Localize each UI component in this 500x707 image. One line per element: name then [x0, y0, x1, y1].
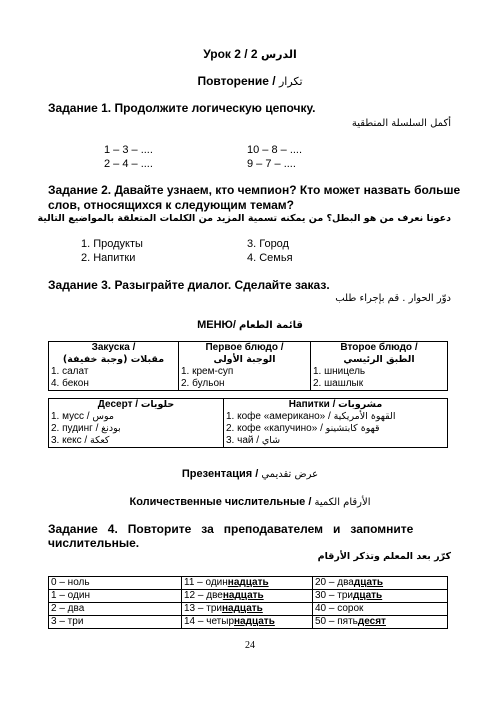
number-cell: 14 – четырнадцать	[182, 616, 313, 629]
presentation-title-ar: عرض تقديمي	[261, 469, 319, 480]
task1-heading: Задание 1. Продолжите логическую цепочку.	[48, 101, 316, 115]
menu-item: 1. кофе «американо» /	[226, 411, 331, 422]
menu-item: 2. кофе «капучино» /	[226, 423, 323, 434]
task3-arabic: دوّر الحوار . قم بإجراء طلب	[335, 293, 451, 304]
table-row	[49, 590, 448, 603]
task2-topic: 1. Продукты	[81, 238, 143, 250]
lesson-title-ru: Урок 2 / 2	[203, 47, 258, 61]
task2-topic: 3. Город	[247, 238, 289, 250]
task1-item: 2 – 4 – ....	[104, 158, 153, 170]
menu-category-drinks	[224, 399, 448, 448]
menu-item-ar: موس	[92, 411, 114, 422]
number-cell: 3 – три	[49, 616, 182, 629]
section-title	[0, 74, 500, 88]
category-title-ar: الطبق الرئيسي	[343, 354, 415, 365]
menu-item: 1. крем-суп	[181, 366, 234, 377]
menu-table-bottom	[48, 398, 448, 448]
lesson-title	[0, 47, 500, 61]
presentation-title	[0, 468, 500, 480]
menu-title-ar: قائمة الطعام	[238, 320, 303, 331]
task1-item: 1 – 3 – ....	[104, 144, 153, 156]
menu-item: 1. салат	[51, 366, 89, 377]
task2-heading-line1: Задание 2. Давайте узнаем, кто чемпион? Кто может назвать больше	[48, 183, 461, 197]
page-number: 24	[245, 640, 255, 651]
number-cell: 50 – пятьдесят	[313, 616, 448, 629]
number-cell: 12 – двенадцать	[182, 590, 313, 603]
menu-item: 3. чай /	[226, 435, 260, 446]
category-title: Десерт /	[97, 399, 139, 410]
task2-arabic: دعونا نعرف من هو البطل؟ من يمكنه تسمية المزيد من الكلمات المتعلقة بالمواضيع التالية	[37, 213, 451, 224]
menu-title-ru: МЕНЮ/	[197, 319, 236, 331]
task1-arabic: أكمل السلسلة المنطقية	[351, 118, 451, 129]
menu-category-first-course	[179, 342, 311, 391]
menu-item: 4. бекон	[51, 378, 89, 389]
menu-item-ar: شاي	[261, 435, 281, 446]
menu-item: 2. бульон	[181, 378, 225, 389]
number-cell: 40 – сорок	[313, 603, 448, 616]
menu-table	[48, 341, 448, 391]
number-cell: 0 – ноль	[49, 577, 182, 590]
number-cell: 13 – тринадцать	[182, 603, 313, 616]
category-title: Напитки /	[288, 399, 336, 410]
menu-item-ar: قهوة كابتشينو	[325, 423, 380, 434]
table-row	[49, 577, 448, 590]
number-cell: 11 – одиннадцать	[182, 577, 313, 590]
menu-category-main-course	[311, 342, 448, 391]
number-cell: 30 – тридцать	[313, 590, 448, 603]
category-title-ar: حلويات	[140, 399, 175, 410]
task2-topic: 2. Напитки	[81, 252, 136, 264]
numerals-title-ar: الأرقام الكمية	[314, 497, 371, 508]
numerals-title	[0, 496, 500, 508]
lesson-title-ar: الدرس	[260, 48, 297, 61]
menu-category-appetizer	[49, 342, 179, 391]
category-title-ar: مقبلات (وجبة خفيفة)	[62, 354, 165, 365]
menu-item-ar: القهوة الأمريكية	[333, 411, 396, 422]
section-title-ar: تكرار	[278, 75, 303, 88]
category-title-ar: الوجبة الأولى	[213, 354, 276, 365]
number-cell: 2 – два	[49, 603, 182, 616]
category-title: Первое блюдо /	[205, 342, 284, 353]
category-title: Закуска /	[91, 342, 136, 353]
menu-item: 2. шашлык	[313, 378, 364, 389]
menu-item-ar: كعكة	[90, 435, 110, 446]
menu-item: 1. мусс /	[51, 411, 90, 422]
numbers-table	[48, 576, 448, 629]
task4-arabic: كرّر بعد المعلم وتذكر الأرقام	[317, 551, 451, 562]
task3-heading: Задание 3. Разыграйте диалог. Сделайте заказ.	[48, 278, 330, 292]
task1-item: 10 – 8 – ....	[247, 144, 303, 156]
table-row	[49, 603, 448, 616]
task2-heading-line2: слов, относящихся к следующим темам?	[48, 198, 294, 212]
menu-item-ar: بودنغ	[101, 423, 121, 434]
presentation-title-ru: Презентация /	[181, 468, 259, 480]
table-row	[49, 616, 448, 629]
numerals-title-ru: Количественные числительные /	[129, 496, 312, 508]
task4-heading-line1: Задание 4. Повторите за преподавателем и запомните	[48, 522, 414, 536]
number-cell: 20 – двадцать	[313, 577, 448, 590]
task1-item: 9 – 7 – ....	[247, 158, 296, 170]
menu-item: 3. кекс /	[51, 435, 88, 446]
category-title: Второе блюдо /	[340, 342, 418, 353]
task4-heading-line2: числительные.	[48, 536, 140, 550]
menu-item: 1. шницель	[313, 366, 366, 377]
task2-topic: 4. Семья	[247, 252, 293, 264]
number-cell: 1 – один	[49, 590, 182, 603]
section-title-ru: Повторение /	[197, 74, 276, 88]
menu-category-dessert	[49, 399, 224, 448]
menu-item: 2. пудинг /	[51, 423, 99, 434]
menu-title	[0, 319, 500, 331]
category-title-ar: مشروبات	[338, 399, 383, 410]
